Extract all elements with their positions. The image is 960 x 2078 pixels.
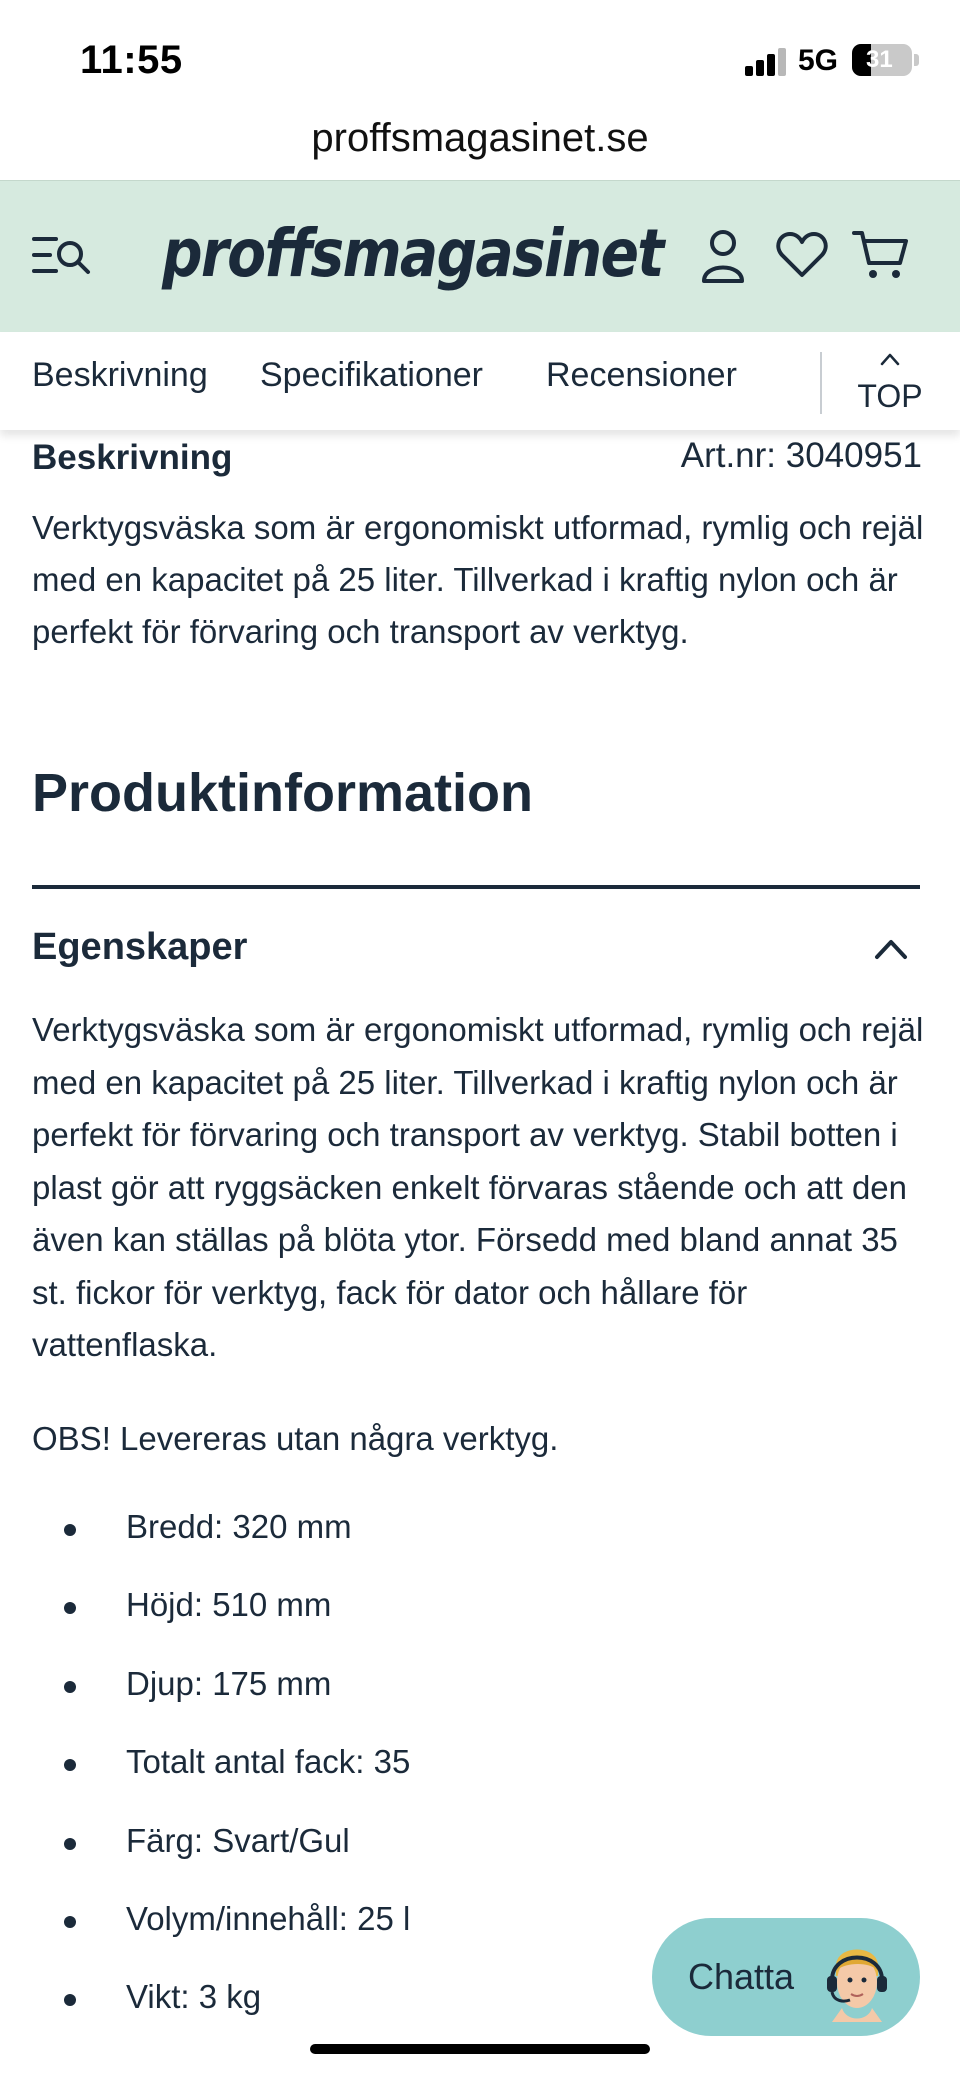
scroll-top-button[interactable]	[850, 340, 930, 422]
spec-text: Djup: 175 mm	[126, 1664, 332, 1702]
site-logo[interactable]: proffsmagasinet	[162, 215, 663, 292]
tab-beskrivning[interactable]: Beskrivning	[32, 356, 208, 394]
network-type: 5G	[798, 44, 839, 77]
spec-text: Vikt: 3 kg	[126, 1978, 262, 2016]
battery-icon	[852, 44, 912, 76]
spec-text: Volym/innehåll: 25 l	[126, 1899, 411, 1937]
product-tabs	[0, 332, 960, 430]
status-time: 11:55	[80, 38, 183, 82]
cart-icon[interactable]	[852, 227, 910, 283]
heart-icon[interactable]	[776, 231, 828, 279]
scroll-top-label: TOP	[857, 378, 923, 414]
spec-text: Bredd: 320 mm	[126, 1508, 352, 1545]
tabs-divider	[820, 352, 822, 414]
chevron-up-icon[interactable]	[874, 938, 908, 960]
bullet	[64, 1994, 76, 2006]
bullet	[64, 1759, 76, 1771]
bullet	[64, 1838, 76, 1850]
bullet	[64, 1524, 76, 1536]
chat-button[interactable]	[652, 1918, 920, 2036]
support-agent-avatar-icon	[822, 1936, 892, 2022]
bullet	[64, 1681, 76, 1693]
list-item	[0, 1500, 960, 1578]
home-indicator	[310, 2044, 650, 2054]
url-bar[interactable]: proffsmagasinet.se	[311, 116, 649, 160]
product-info-title: Produktinformation	[32, 763, 533, 823]
site-header	[0, 180, 960, 332]
tab-specifikationer[interactable]: Specifikationer	[260, 356, 484, 394]
article-number: Art.nr: 3040951	[680, 436, 922, 475]
list-item	[0, 1578, 960, 1656]
description-text: Verktygsväska som är ergonomiskt utformad, rymlig och rejäl med en kapacitet på 25 liter. Tillverkad i kraftig nylon och är perfekt för förvaring och transport av verktyg.	[32, 509, 924, 650]
battery-tip	[914, 54, 919, 66]
status-bar	[0, 0, 960, 110]
spec-text: Färg: Svart/Gul	[126, 1821, 350, 1859]
description-heading: Beskrivning	[32, 438, 233, 477]
battery-level: 31	[866, 46, 893, 73]
egenskaper-heading[interactable]: Egenskaper	[32, 926, 248, 968]
notice-text: OBS! Levereras utan några verktyg.	[32, 1420, 559, 1457]
menu-search-icon[interactable]	[32, 231, 94, 283]
list-item	[0, 1735, 960, 1813]
chevron-up-icon	[880, 352, 900, 366]
bullet	[64, 1602, 76, 1614]
tab-recensioner[interactable]: Recensioner	[546, 356, 737, 394]
list-item	[0, 1814, 960, 1892]
spec-text: Höjd: 510 mm	[126, 1586, 332, 1624]
bullet	[64, 1916, 76, 1928]
spec-text: Totalt antal fack: 35	[126, 1743, 411, 1781]
section-divider	[32, 885, 920, 889]
chat-label: Chatta	[688, 1956, 795, 1997]
signal-strength-icon	[745, 46, 787, 76]
egenskaper-text: Verktygsväska som är ergonomiskt utformad, rymlig och rejäl med en kapacitet på 25 liter. Tillverkad i kraftig nylon och är perfekt för förvaring och transport av verktyg. Stabil botten i plast gör att ryggsäcken enkelt förvaras stående och att den även kan ställas på blöta ytor. Försedd med bland annat 35 st. fickor för verktyg, fack för dator och hållare för vattenflaska.	[32, 1011, 924, 1363]
user-icon[interactable]	[700, 227, 746, 285]
list-item	[0, 1657, 960, 1735]
